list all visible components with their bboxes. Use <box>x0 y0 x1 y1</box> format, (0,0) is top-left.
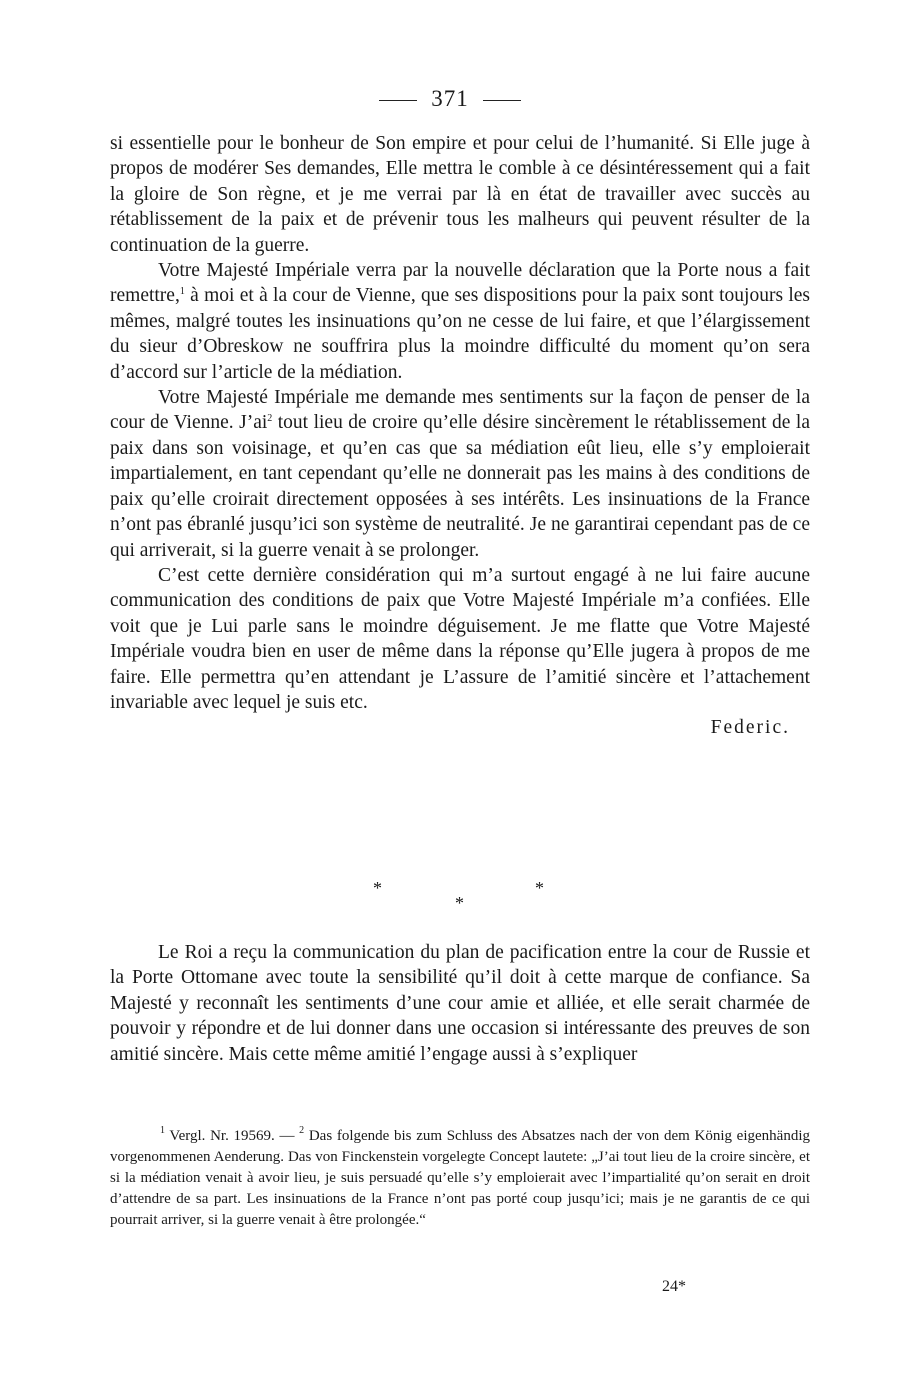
footnote-2-mark: 2 <box>299 1125 305 1136</box>
paragraph-3-part-a: Votre Majesté Impériale me demande mes sentiments sur la façon de penser de la cour de Vienne. J’ai <box>110 387 810 434</box>
paragraph-3-part-b: tout lieu de croire qu’elle désire sincèrement le rétablissement de la paix dans son voisinage, et qu’en cas que sa médiation eût lieu, elle s’y emploierait impartialement, en tant cependant qu’elle ne donnerait pas les mains à des conditions de paix qu’elle croirait directement opposées à ses intérêts. Les insinuations de la France n’ont pas ébranlé jusqu’ici son système de neutralité. Je ne garantirai cependant pas de ce qui arriverait, si la guerre venait à se prolonger. <box>110 412 811 561</box>
footnote-ref-1: 1 <box>179 286 185 298</box>
letter-paragraph-1: si essentielle pour le bonheur de Son empire et pour celui de l’humanité. Si Elle juge à propos de modérer Ses demandes, Elle mettra le comble à ce désintéressement qui a fait la gloire de Son règne, et je me verrai par là en état de travailler avec succès au rétablissement de la paix et de prévenir tous les malheurs qui peuvent résulter de la continuation de la guerre. <box>110 133 810 256</box>
page-number: 371 <box>431 86 469 111</box>
second-document-text: Le Roi a reçu la communication du plan de pacification entre la cour de Russie et la Porte Ottomane avec toute la sensibilité qu’il doit à cette marque de confiance. Sa Majesté y reconnaît les sentiments d’une cour amie et alliée, et elle serait charmée de pouvoir y répondre et de lui donner dans une occasion si intéressante des preuves de son amitié sincère. Mais cette même amitié l’engage aussi à s’expliquer <box>110 942 810 1065</box>
page-header <box>0 86 900 112</box>
footnote-1-mark: 1 <box>160 1125 165 1136</box>
printer-signature-mark: 24* <box>662 1278 686 1295</box>
separator-star-bottom: * <box>455 893 464 913</box>
signature: Federic. <box>710 717 790 739</box>
letter-paragraph-3 <box>110 385 810 563</box>
letter-body <box>110 131 810 741</box>
paragraph-2-part-b: à moi et à la cour de Vienne, que ses dispositions pour la paix sont toujours les mêmes, malgré toutes les insinuations qu’on ne cesse de lui faire, et que l’élargissement du sieur d’Obreskow ne souffrira plus la moindre difficulté du moment qu’on sera d’accord sur l’article de la médiation. <box>110 285 810 383</box>
section-separator <box>0 875 900 915</box>
header-dash-left <box>379 100 417 101</box>
footnote-ref-2: 2 <box>267 413 273 425</box>
footnotes <box>110 1126 810 1231</box>
footnote-block <box>110 1126 810 1231</box>
separator-star-left: * <box>373 878 382 898</box>
header-dash-right <box>483 100 521 101</box>
separator-star-right: * <box>535 878 544 898</box>
footnote-2-text: Das folgende bis zum Schluss des Absatzes nach der von dem König eigenhändig vorgenommenen Aenderung. Das von Finckenstein vorgelegte Concept lautete: „J’ai tout lieu de la croire sincère, et si la médiation venait à avoir lieu, je suis persuadé qu’elle s’y emploierait avec l’impartialité qu’on serait en droit d’attendre de sa part. Les insinuations de la France n’ont pas porté coup jusqu’ici; mais je ne garantis de ce qui pourrait arriver, si la guerre venait à être prolongée.“ <box>110 1128 810 1228</box>
letter-paragraph-2 <box>110 258 810 385</box>
paragraph-2-part-a: Votre Majesté Impériale verra par la nouvelle déclaration que la Porte nous a fait remettre, <box>110 260 810 307</box>
footnote-1-text: Vergl. Nr. 19569. — <box>165 1128 300 1144</box>
letter-paragraph-4: C’est cette dernière considération qui m’a surtout engagé à ne lui faire aucune communication des conditions de paix que Votre Majesté Impériale m’a confiées. Elle voit que je Lui parle sans le moindre déguisement. Je me flatte que Votre Majesté Impériale voudra bien en user de même dans la réponse qu’Elle jugera à propos de me faire. Elle permettra qu’en attendant je L’assure de l’amitié sincère et l’attachement invariable avec lequel je suis etc. <box>110 564 810 713</box>
